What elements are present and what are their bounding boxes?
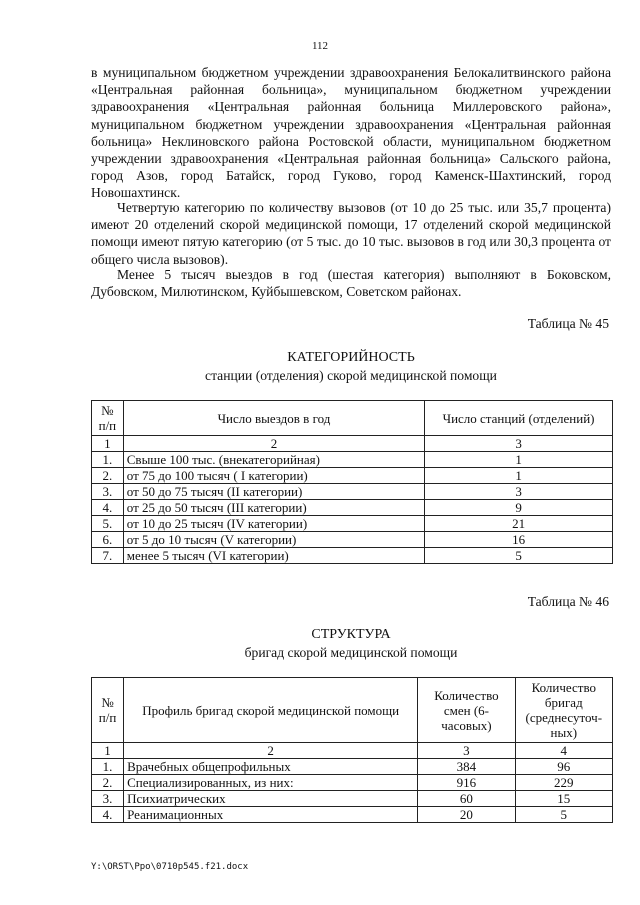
table46-cell: 2. xyxy=(92,775,124,791)
page-number: 112 xyxy=(311,40,329,52)
table45-cell: 9 xyxy=(425,500,613,516)
table-row xyxy=(92,548,613,564)
table46-subtitle: бригад скорой медицинской помощи xyxy=(244,645,458,660)
table45-header-cell: Число выездов в год xyxy=(123,401,424,436)
table46-index-cell: 1 xyxy=(92,743,124,759)
table45-cell: 5 xyxy=(425,548,613,564)
table45-cell: 1. xyxy=(92,452,124,468)
table45-cell: от 50 до 75 тысяч (II категории) xyxy=(123,484,424,500)
table46-index-row xyxy=(92,743,613,759)
table46-header-cell: Количество смен (6-часовых) xyxy=(418,678,515,743)
table45-header-cell: № п/п xyxy=(92,401,124,436)
table45-header-row xyxy=(92,401,613,436)
table45-cell: 3 xyxy=(425,484,613,500)
table46-cell: Реанимационных xyxy=(124,807,418,823)
table45-cell: от 75 до 100 тысяч ( I категории) xyxy=(123,468,424,484)
table45-cell: 5. xyxy=(92,516,124,532)
table-row xyxy=(92,452,613,468)
table45-cell: 3. xyxy=(92,484,124,500)
table45 xyxy=(91,400,613,564)
table45-cell: 2. xyxy=(92,468,124,484)
table-row xyxy=(92,532,613,548)
table-row xyxy=(92,516,613,532)
table46-index-cell: 4 xyxy=(515,743,612,759)
table45-header-cell: Число станций (отделений) xyxy=(425,401,613,436)
table46-cell: Врачебных общепрофильных xyxy=(124,759,418,775)
table45-cell: 6. xyxy=(92,532,124,548)
table46-index-cell: 3 xyxy=(418,743,515,759)
table46-title: СТРУКТУРА xyxy=(311,627,391,642)
table46-cell: 60 xyxy=(418,791,515,807)
table45-index-cell: 2 xyxy=(123,436,424,452)
table-row xyxy=(92,484,613,500)
table45-cell: 21 xyxy=(425,516,613,532)
table45-cell: от 25 до 50 тысяч (III категории) xyxy=(123,500,424,516)
paragraph-3: Менее 5 тысяч выездов в год (шестая категория) выполняют в Боковском, Дубовском, Милютинском, Куйбышевском, Советском районах. xyxy=(91,267,611,300)
table-row xyxy=(92,775,613,791)
table45-index-row xyxy=(92,436,613,452)
table46-cell: 229 xyxy=(515,775,612,791)
table45-cell: менее 5 тысяч (VI категории) xyxy=(123,548,424,564)
table-row xyxy=(92,791,613,807)
table46-cell: Специализированных, из них: xyxy=(124,775,418,791)
table-row xyxy=(92,468,613,484)
table46-cell: 96 xyxy=(515,759,612,775)
table46-header-cell: № п/п xyxy=(92,678,124,743)
table-row xyxy=(92,759,613,775)
table-row xyxy=(92,500,613,516)
table46 xyxy=(91,677,613,823)
table46-index-cell: 2 xyxy=(124,743,418,759)
table45-cell: от 10 до 25 тысяч (IV категории) xyxy=(123,516,424,532)
table46-label: Таблица № 46 xyxy=(527,594,609,609)
table46-title-block xyxy=(91,626,611,662)
table46-cell: 916 xyxy=(418,775,515,791)
table45-label: Таблица № 45 xyxy=(527,316,609,331)
table46-header-cell: Профиль бригад скорой медицинской помощи xyxy=(124,678,418,743)
table46-header-cell: Количество бригад (среднесуточ-ных) xyxy=(515,678,612,743)
paragraph-2: Четвертую категорию по количеству вызовов (от 10 до 25 тыс. или 35,7 процента) имеют 20 отделений скорой медицинской помощи, 17 отделений скорой медицинской помощи имеют пятую категорию (от 5 тыс. до 10 тыс. вызовов в год или 30,3 процента от общего числа вызовов). xyxy=(91,200,611,267)
paragraph-1: в муниципальном бюджетном учреждении здравоохранения Белокалитвинского района «Центральная районная больница», муниципальном бюджетном учреждении здравоохранения «Центральная районная больница Миллеровского района», муниципальном бюджетном учреждении здравоохранения «Центральная районная больница» Неклиновского района Ростовской области, муниципальном бюджетном учреждении здравоохранения «Центральная районная больница» Сальского района, город Азов, город Батайск, город Гуково, город Каменск-Шахтинский, город Новошахтинск. xyxy=(91,65,611,201)
table45-cell: 16 xyxy=(425,532,613,548)
table46-cell: Психиатрических xyxy=(124,791,418,807)
table45-cell: 4. xyxy=(92,500,124,516)
table46-cell: 20 xyxy=(418,807,515,823)
table45-cell: Свыше 100 тыс. (внекатегорийная) xyxy=(123,452,424,468)
table45-cell: 1 xyxy=(425,468,613,484)
table46-cell: 3. xyxy=(92,791,124,807)
file-path-footer: Y:\ORST\Ppo\0710p545.f21.docx xyxy=(91,862,249,872)
table46-cell: 5 xyxy=(515,807,612,823)
table46-cell: 15 xyxy=(515,791,612,807)
table-row xyxy=(92,807,613,823)
table45-index-cell: 3 xyxy=(425,436,613,452)
table45-title-block xyxy=(91,349,611,385)
table45-index-cell: 1 xyxy=(92,436,124,452)
table45-cell: от 5 до 10 тысяч (V категории) xyxy=(123,532,424,548)
table45-cell: 7. xyxy=(92,548,124,564)
table45-title: КАТЕГОРИЙНОСТЬ xyxy=(287,350,415,365)
table46-cell: 4. xyxy=(92,807,124,823)
table45-subtitle: станции (отделения) скорой медицинской помощи xyxy=(205,368,497,383)
table46-header-row xyxy=(92,678,613,743)
table46-cell: 1. xyxy=(92,759,124,775)
table45-cell: 1 xyxy=(425,452,613,468)
table46-cell: 384 xyxy=(418,759,515,775)
